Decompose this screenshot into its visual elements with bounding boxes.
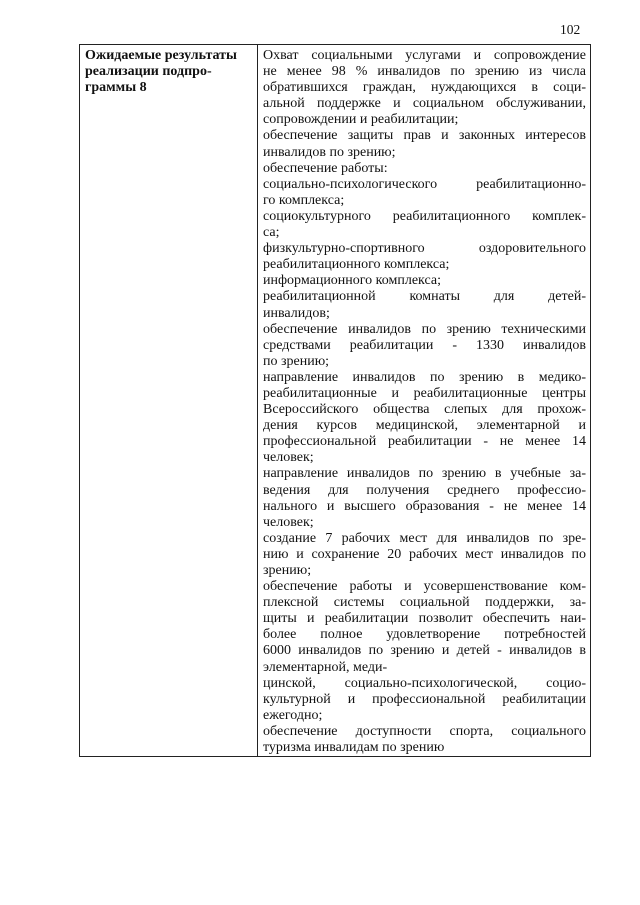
content-line: элементарной, меди- [263,659,388,675]
row-label-line: Ожидаемые результаты [85,48,237,63]
content-line: обеспечение инвалидов по зрению техническими [263,321,586,337]
content-line: инвалидов; [263,305,330,321]
content-line: ведения для получения среднего профессио- [263,482,586,498]
content-line: более полное удовлетворение потребностей [263,627,586,643]
content-line: зрению; [263,563,312,578]
content-line: средствами реабилитации - 1330 инвалидов [263,337,586,353]
content-line: сопровождении и реабилитации; [263,112,459,128]
content-line: социокультурного реабилитационного комплек- [263,208,586,224]
content-line: культурной и профессиональной реабилитации [263,691,586,707]
content-line: Всероссийского общества слепых для прохож- [263,402,586,418]
content-line: направление инвалидов по зрению в учебные за- [263,466,586,482]
content-line: 6000 инвалидов по зрению и детей - инвалидов в [263,643,586,659]
row-label-cell [80,45,258,757]
content-line: инвалидов по зрению; [263,144,396,160]
content-line: реабилитационного комплекса; [263,257,450,273]
content-line: обеспечение защиты прав и законных интересов [263,128,586,144]
content-line: го комплекса; [263,192,345,208]
content-line: нального и высшего образования - не менее 14 [263,498,586,514]
content-line: обеспечение доступности спорта, социального [263,723,586,739]
content-line: ежегодно; [263,707,323,723]
row-label-line: реализации подпро- [85,64,212,80]
row-content-cell [258,45,591,757]
content-line: не менее 98 % инвалидов по зрению из числа [263,64,586,80]
page-number: 102 [560,22,581,37]
content-line: реабилитационной комнаты для детей- [263,289,586,305]
table-row [80,45,591,757]
content-line: Охват социальными услугами и сопровождение [263,48,586,63]
results-table [79,44,591,757]
content-line: са; [263,225,280,241]
content-line: по зрению; [263,353,330,369]
content-line: альной поддержке и социальном обслуживании, [263,96,586,112]
content-line: профессиональной реабилитации - не менее 14 [263,434,586,450]
content-line: социально-психологического реабилитационно- [263,176,586,192]
content-line: направление инвалидов по зрению в медико- [263,369,586,385]
content-line: создание 7 рабочих мест для инвалидов по зре- [263,530,586,546]
content-line: цинской, социально-психологической, социо- [263,675,586,691]
content-line: дения курсов медицинской, элементарной и [263,418,586,434]
content-line: информационного комплекса; [263,273,442,289]
content-line: щиты и реабилитации позволит обеспечить наи- [263,611,586,627]
content-line: обратившихся граждан, нуждающихся в соци- [263,80,586,96]
row-label-line: граммы 8 [85,80,147,96]
content-line: туризма инвалидам по зрению [263,740,445,756]
content-line: обеспечение работы: [263,160,388,176]
content-line: человек; [263,450,314,466]
content-line: человек; [263,514,314,530]
content-line: физкультурно-спортивного оздоровительного [263,241,586,257]
content-line: обеспечение работы и усовершенствование ком- [263,579,586,595]
content-line: плексной системы социальной поддержки, за- [263,595,586,611]
content-line: реабилитационные и реабилитационные центры [263,385,586,401]
content-line: нию и сохранение 20 рабочих мест инвалидов по [263,546,586,562]
